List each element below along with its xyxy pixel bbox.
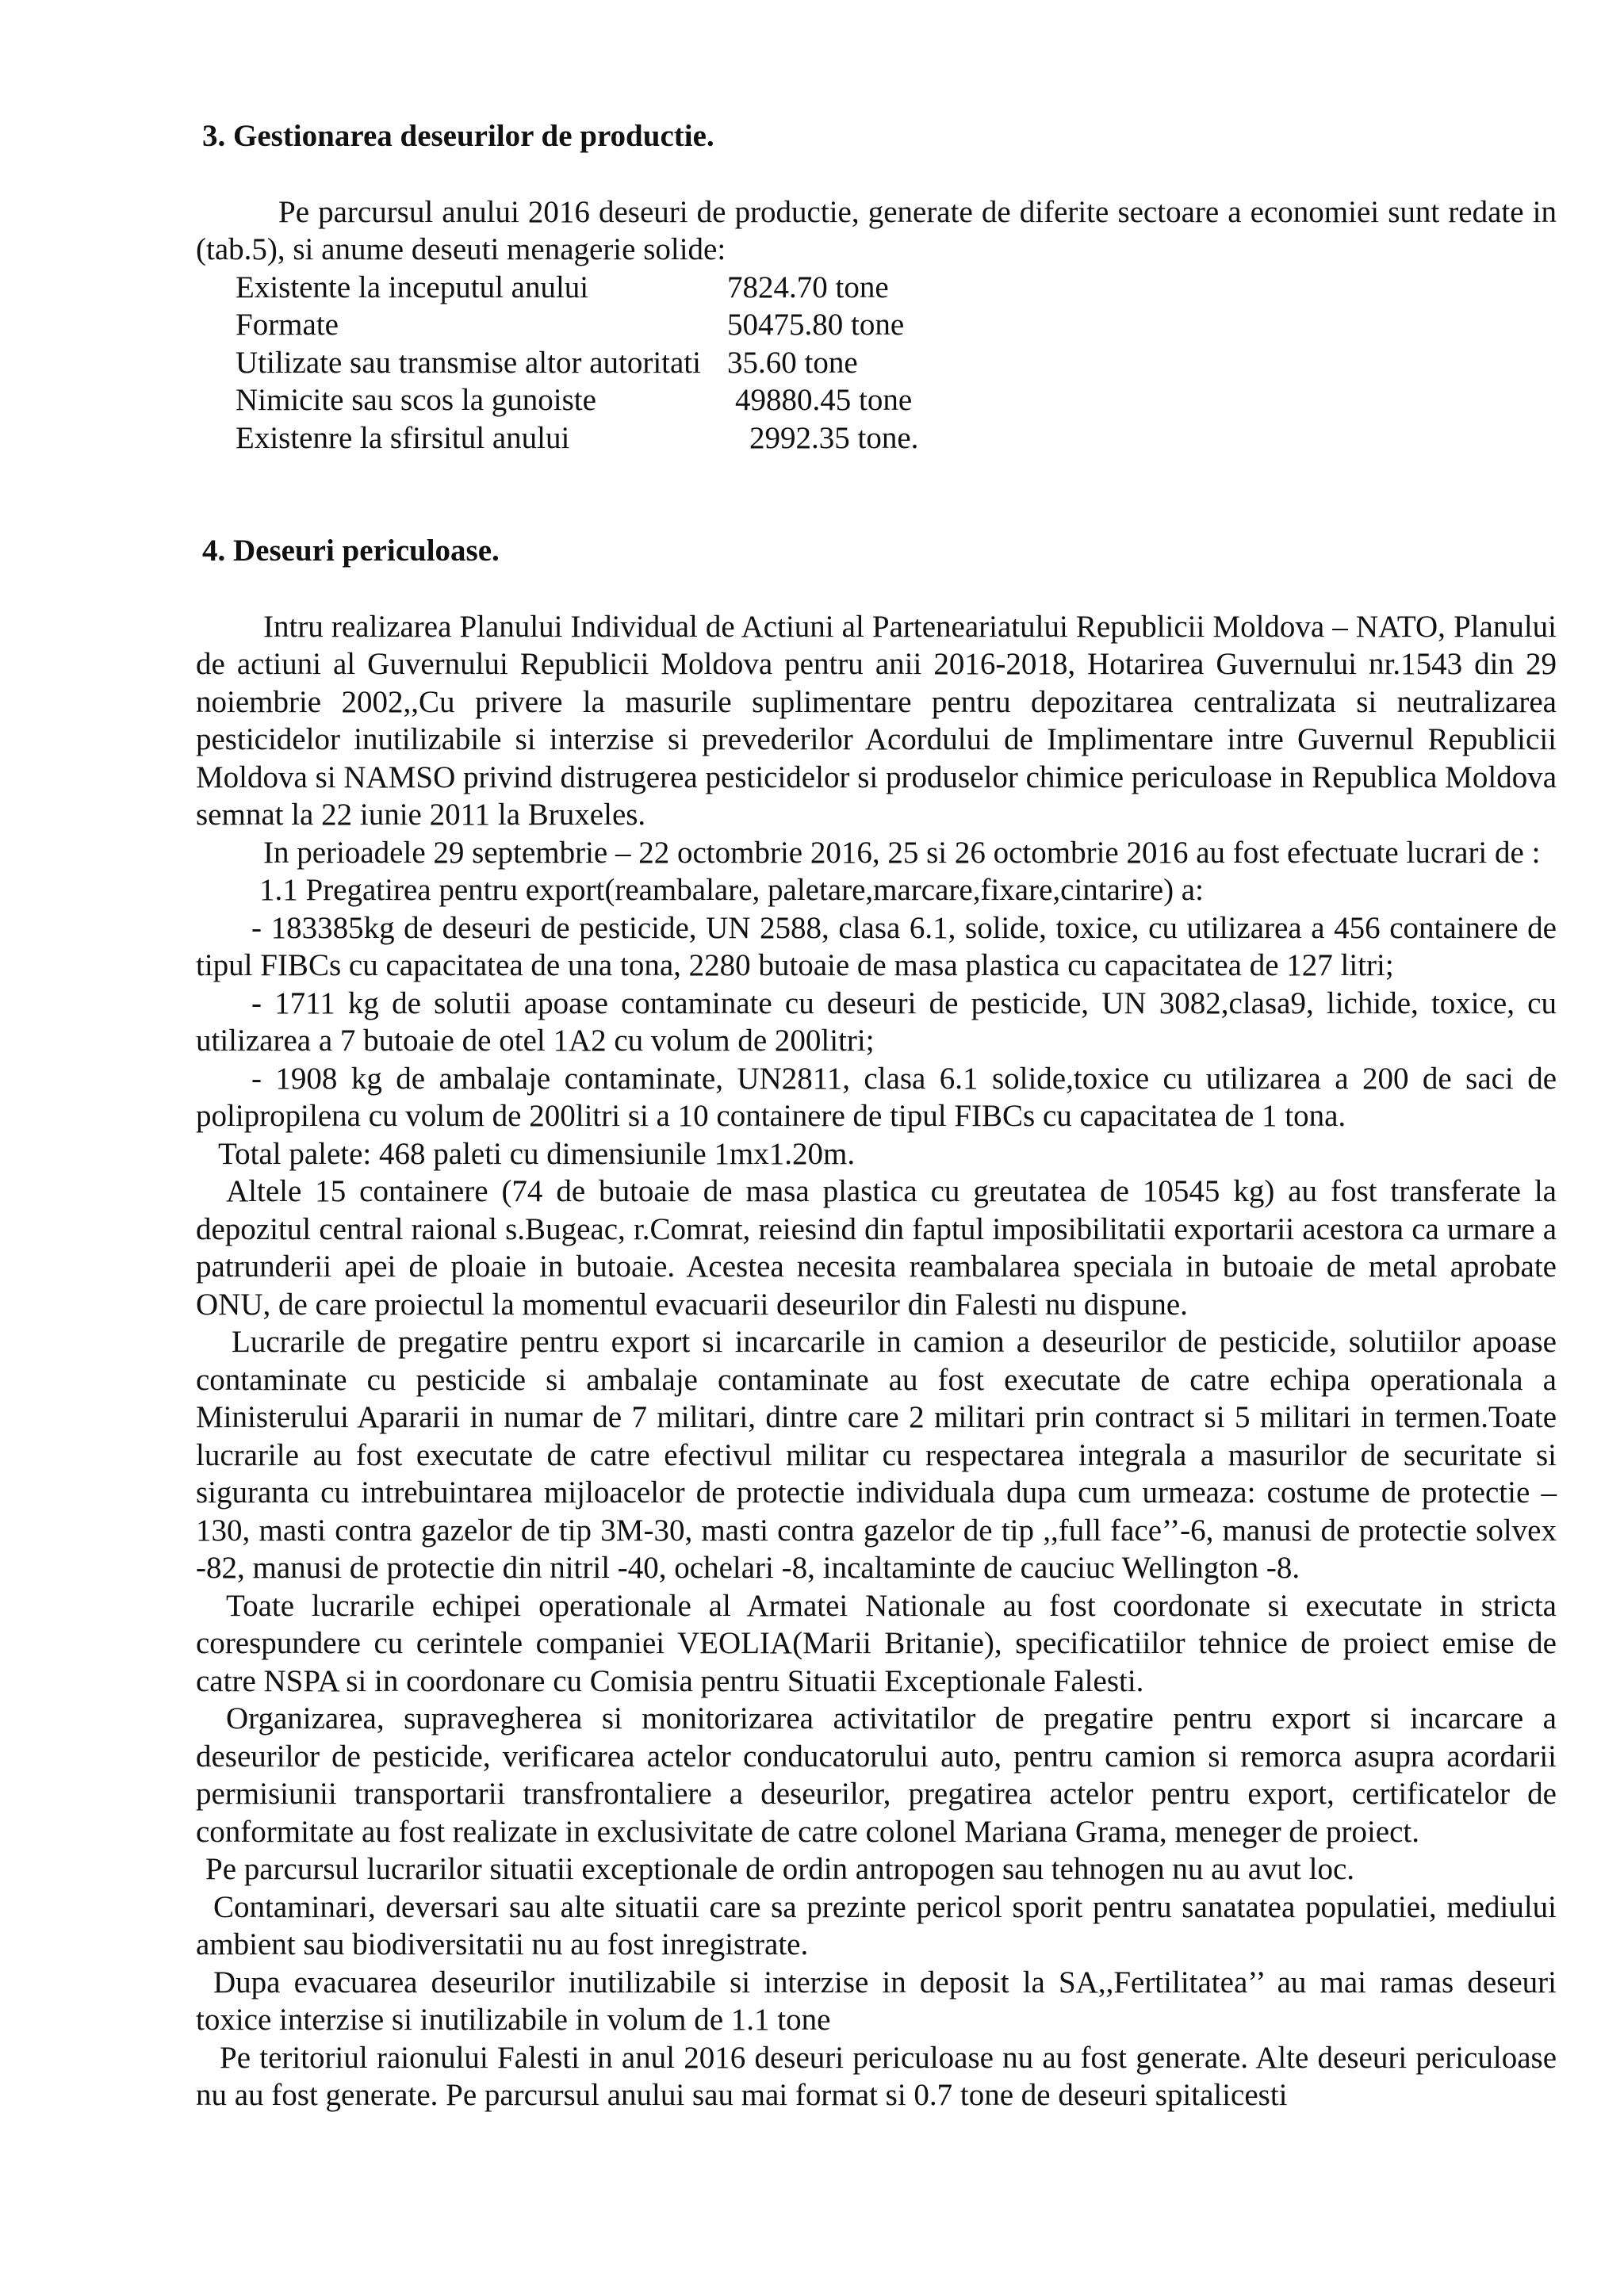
waste-balance-value: 35.60 tone	[727, 345, 858, 380]
section-4-heading: 4. Deseuri periculoase.	[202, 534, 500, 568]
waste-balance-label: Utilizate sau transmise altor autoritati	[236, 345, 701, 380]
paragraph: - 183385kg de deseuri de pesticide, UN 2588, clasa 6.1, solide, toxice, cu utilizarea a 456 containere de tipul FIBCs cu capacitatea de una tona, 2280 butoaie de masa plastica cu capacitatea de 127 litri;	[196, 910, 1557, 982]
paragraph: Toate lucrarile echipei operationale al Armatei Nationale au fost coordonate si executate in stricta corespundere cu cerintele companiei VEOLIA(Marii Britanie), specificatiilor tehnice de proiect emise de catre NSPA si in coordonare cu Comisia pentru Situatii Exceptionale Falesti.	[196, 1588, 1557, 1698]
paragraph: Organizarea, supravegherea si monitorizarea activitatilor de pregatire pentru export si incarcare a deseurilor de pesticide, verificarea actelor conducatorului auto, pentru camion si remorca asupra acordarii permisiunii transportarii transfrontaliere a deseurilor, pregatirea actelor pentru export, certificatelor de conformitate au fost realizate in exclusivitate de catre colonel Mariana Grama, meneger de proiect.	[196, 1701, 1557, 1849]
waste-balance-value: 50475.80 tone	[727, 308, 905, 342]
paragraph: Dupa evacuarea deseurilor inutilizabile si interzise in deposit la SA,,Fertilitatea’’ au mai ramas deseuri toxice interzise si inutilizabile in volum de 1.1 tone	[196, 1965, 1557, 2037]
waste-balance-label: Nimicite sau scos la gunoiste	[236, 383, 596, 417]
waste-balance-row	[196, 344, 1557, 382]
paragraph: In perioadele 29 septembrie – 22 octombrie 2016, 25 si 26 octombrie 2016 au fost efectuate lucrari de :	[263, 835, 1541, 870]
waste-balance-value: 49880.45 tone	[735, 383, 913, 417]
section-4-body	[196, 608, 1557, 2114]
paragraph: Pe teritoriul raionului Falesti in anul 2016 deseuri periculoase nu au fost generate. Alte deseuri periculoase nu au fost generate. Pe parcursul anului sau mai format si 0.7 tone de deseuri spitalicesti	[196, 2040, 1557, 2112]
paragraph: - 1711 kg de solutii apoase contaminate cu deseuri de pesticide, UN 3082,clasa9, lichide, toxice, cu utilizarea a 7 butoaie de otel 1A2 cu volum de 200litri;	[196, 985, 1557, 1058]
paragraph: Total palete: 468 paleti cu dimensiunile 1mx1.20m.	[218, 1136, 856, 1171]
paragraph: - 1908 kg de ambalaje contaminate, UN2811, clasa 6.1 solide,toxice cu utilizarea a 200 de saci de polipropilena cu volum de 200litri si a 10 containere de tipul FIBCs cu capacitatea de 1 tona.	[196, 1061, 1557, 1133]
waste-balance-row	[196, 419, 1557, 457]
waste-balance-value: 7824.70 tone	[727, 270, 889, 304]
waste-balance-row	[196, 381, 1557, 419]
paragraph: Lucrarile de pregatire pentru export si incarcarile in camion a deseurilor de pesticide, solutiilor apoase contaminate cu pesticide si ambalaje contaminate au fost executate de catre echipa operationala a Ministerului Apararii in numar de 7 militari, dintre care 2 militari prin contract si 5 militari in termen.Toate lucrarile au fost executate de catre efectivul militar cu respectarea integrala a masurilor de securitate si siguranta cu intrebuintarea mijloacelor de protectie individuala dupa cum urmeaza: costume de protectie – 130, masti contra gazelor de tip 3M-30, masti contra gazelor de tip ,,full face’’-6, manusi de protectie solvex -82, manusi de protectie din nitril -40, ochelari -8, incaltaminte de cauciuc Wellington -8.	[196, 1325, 1557, 1585]
waste-balance-row	[196, 306, 1557, 344]
waste-balance-label: Formate	[236, 308, 339, 342]
waste-balance-label: Existente la inceputul anului	[236, 270, 589, 304]
paragraph: 1.1 Pregatirea pentru export(reambalare, paletare,marcare,fixare,cintarire) a:	[259, 873, 1204, 907]
waste-balance-list	[196, 269, 1557, 457]
section-3-heading: 3. Gestionarea deseurilor de productie.	[202, 119, 714, 153]
document-body	[196, 117, 1557, 2114]
waste-balance-row	[196, 269, 1557, 307]
waste-balance-label: Existenre la sfirsitul anului	[236, 420, 570, 455]
section-3-intro: Pe parcursul anului 2016 deseuri de productie, generate de diferite sectoare a economiei sunt redate in (tab.5), si anume deseuti menagerie solide:	[196, 194, 1557, 266]
paragraph: Intru realizarea Planului Individual de Actiuni al Parteneariatului Republicii Moldova – NATO, Planului de actiuni al Guvernului Republicii Moldova pentru anii 2016-2018, Hotarirea Guvernului nr.1543 din 29 noiembrie 2002,,Cu privere la masurile suplimentare pentru depozitarea centralizata si neutralizarea pesticidelor inutilizabile si interzise si prevederilor Acordului de Implimentare intre Guvernul Republicii Moldova si NAMSO privind distrugerea pesticidelor si produselor chimice periculoase in Republica Moldova semnat la 22 iunie 2011 la Bruxeles.	[196, 609, 1557, 832]
paragraph: Contaminari, deversari sau alte situatii care sa prezinte pericol sporit pentru sanatatea populatiei, mediului ambient sau biodiversitatii nu au fost inregistrate.	[196, 1889, 1557, 1961]
paragraph: Altele 15 containere (74 de butoaie de masa plastica cu greutatea de 10545 kg) au fost transferate la depozitul central raional s.Bugeac, r.Comrat, reiesind din faptul imposibilitatii exportarii acestora ca urmare a patrunderii apei de ploaie in butoaie. Acestea necesita reambalarea speciala in butoaie de metal aprobate ONU, de care proiectul la momentul evacuarii deseurilor din Falesti nu dispune.	[196, 1174, 1557, 1322]
paragraph: Pe parcursul lucrarilor situatii exceptionale de ordin antropogen sau tehnogen nu au avut loc.	[205, 1852, 1355, 1886]
waste-balance-value: 2992.35 tone.	[749, 420, 919, 455]
